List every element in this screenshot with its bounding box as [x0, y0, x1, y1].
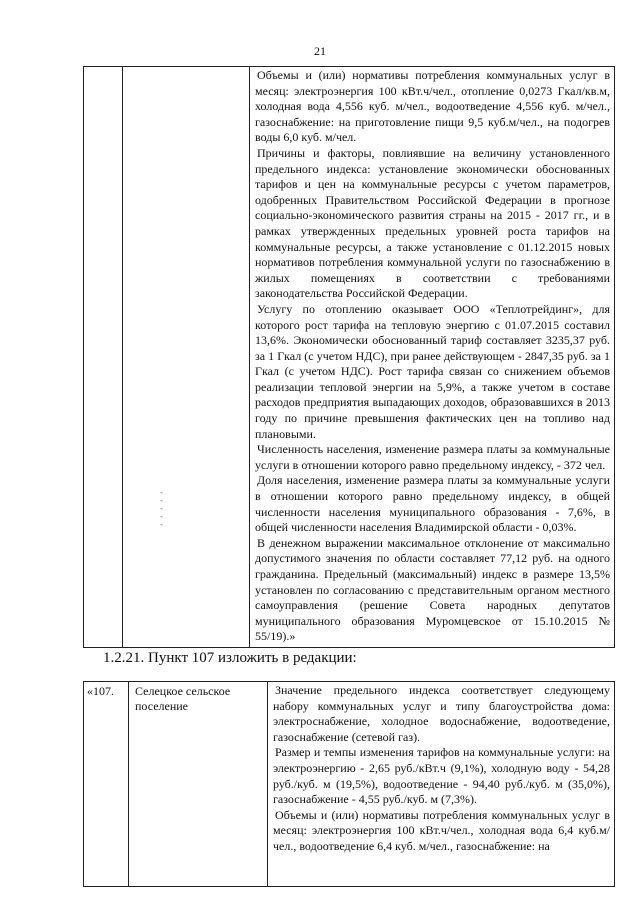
- scan-artifact-marks: - - - - -: [160, 487, 163, 529]
- table-row: [84, 682, 615, 887]
- heating-service-paragraph: Услугу по отоплению оказывает ООО «Теплотрейдинг», для которого рост тарифа на тепловую энергию с 01.07.2015 составил 13,6%. Экономически обоснованный тариф составляет 3235,37 руб. за 1 Гкал (с учетом НДС), при ранее действующем - 2847,35 руб. за 1 Гкал (с учетом НДС). Рост тарифа связан со снижением объемов реализации тепловой энергии на 5,9%, а также учетом в составе расходов предприятия выпадающих доходов, образовавшихся в 2013 году по причине превышения фактических цен на топливо над плановыми.: [255, 301, 610, 441]
- settlement-name-cell: Селецкое сельское поселение: [129, 682, 268, 887]
- consumption-volumes-paragraph: Объемы и (или) нормативы потребления коммунальных услуг в месяц: электроэнергия 100 кВт.ч/чел., отопление 0,0273 Гкал/кв.м, холодная вода 4,556 куб. м/чел., водоотведение 4,556 куб. м/чел., газоснабжение: на приготовление пищи 9,5 куб.м/чел., на подогрев воды 6,0 куб. м/чел.: [255, 68, 610, 145]
- description-cell: [268, 682, 615, 887]
- settlement-name-cell: [123, 67, 250, 648]
- population-count-paragraph: Численность населения, изменение размера платы за коммунальные услуги в отношении которого равно предельному индексу, - 372 чел.: [255, 442, 610, 472]
- consumption-volumes-paragraph: Объемы и (или) нормативы потребления коммунальных услуг в месяц: электроэнергия 100 кВт.ч/чел., холодная вода 6,4 куб.м/чел., водоотведение 6,4 куб. м/чел., газоснабжение: на: [273, 807, 610, 853]
- section-heading: 1.2.21. Пункт 107 изложить в редакции:: [103, 650, 357, 666]
- population-share-paragraph: Доля населения, изменение размера платы за коммунальные услуги в отношении которого равно предельному индексу, в общей численности населения муниципального образования - 7,6%, в общей численности населения Владимирской области - 0,03%.: [255, 473, 610, 535]
- service-set-paragraph: Значение предельного индекса соответствует следующему набору коммунальных услуг и типу благоустройства дома: электроснабжение, холодное водоснабжение, водоотведение, газоснабжение (сетевой газ).: [273, 683, 610, 744]
- page-number: 21: [314, 44, 326, 58]
- table-row: [84, 67, 615, 648]
- max-deviation-paragraph: В денежном выражении максимальное отклонение от максимально допустимого значения по области составляет 77,12 руб. на одного гражданина. Предельный (максимальный) индекс в размере 13,5% установлен по согласованию с представительным органом местного самоуправления (решение Совета народных депутатов муниципального образования Муромцевское от 15.10.2015 № 55/19).»: [255, 535, 610, 644]
- tariff-changes-paragraph: Размер и темпы изменения тарифов на коммунальные услуги: на электроэнергию - 2,65 руб./кВт.ч (9,1%), холодную воду - 54,28 руб./куб. м (19,5%), водоотведение - 94,40 руб./куб. м (35,0%), газоснабжение - 4,55 руб./куб. м (7,3%).: [273, 745, 610, 807]
- limit-index-table-item-107: [83, 681, 615, 887]
- causes-factors-paragraph: Причины и факторы, повлиявшие на величину установленного предельного индекса: установление экономически обоснованных тарифов и цен на коммунальные ресурсы с учетом параметров, одобренных Правительством Российской Федерации в прогнозе социально-экономического развития страны на 2015 - 2017 гг., и в рамках утвержденных предельных уровней роста тарифов на коммунальные ресурсы, а также установление с 01.12.2015 новых нормативов потребления коммунальной услуги по газоснабжению в жилых помещениях в соответствии с требованиями законодательства Российской Федерации.: [255, 145, 610, 301]
- limit-index-table-continued: [83, 66, 615, 648]
- item-number-cell: [84, 67, 123, 648]
- description-cell: [250, 67, 615, 648]
- item-number-cell: «107.: [84, 682, 129, 887]
